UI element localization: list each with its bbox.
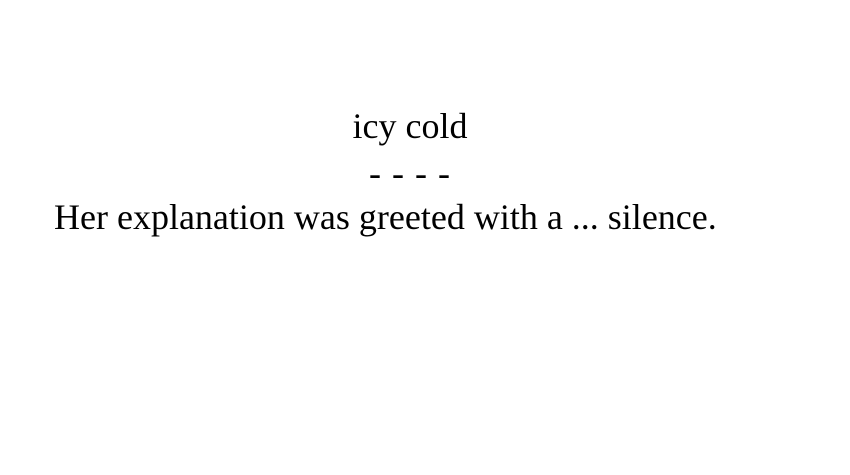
flashcard-term: icy cold [352,106,468,146]
flashcard-separator: - - - - [369,153,451,193]
flashcard-example-sentence: Her explanation was greeted with a ... silence. [54,197,717,237]
